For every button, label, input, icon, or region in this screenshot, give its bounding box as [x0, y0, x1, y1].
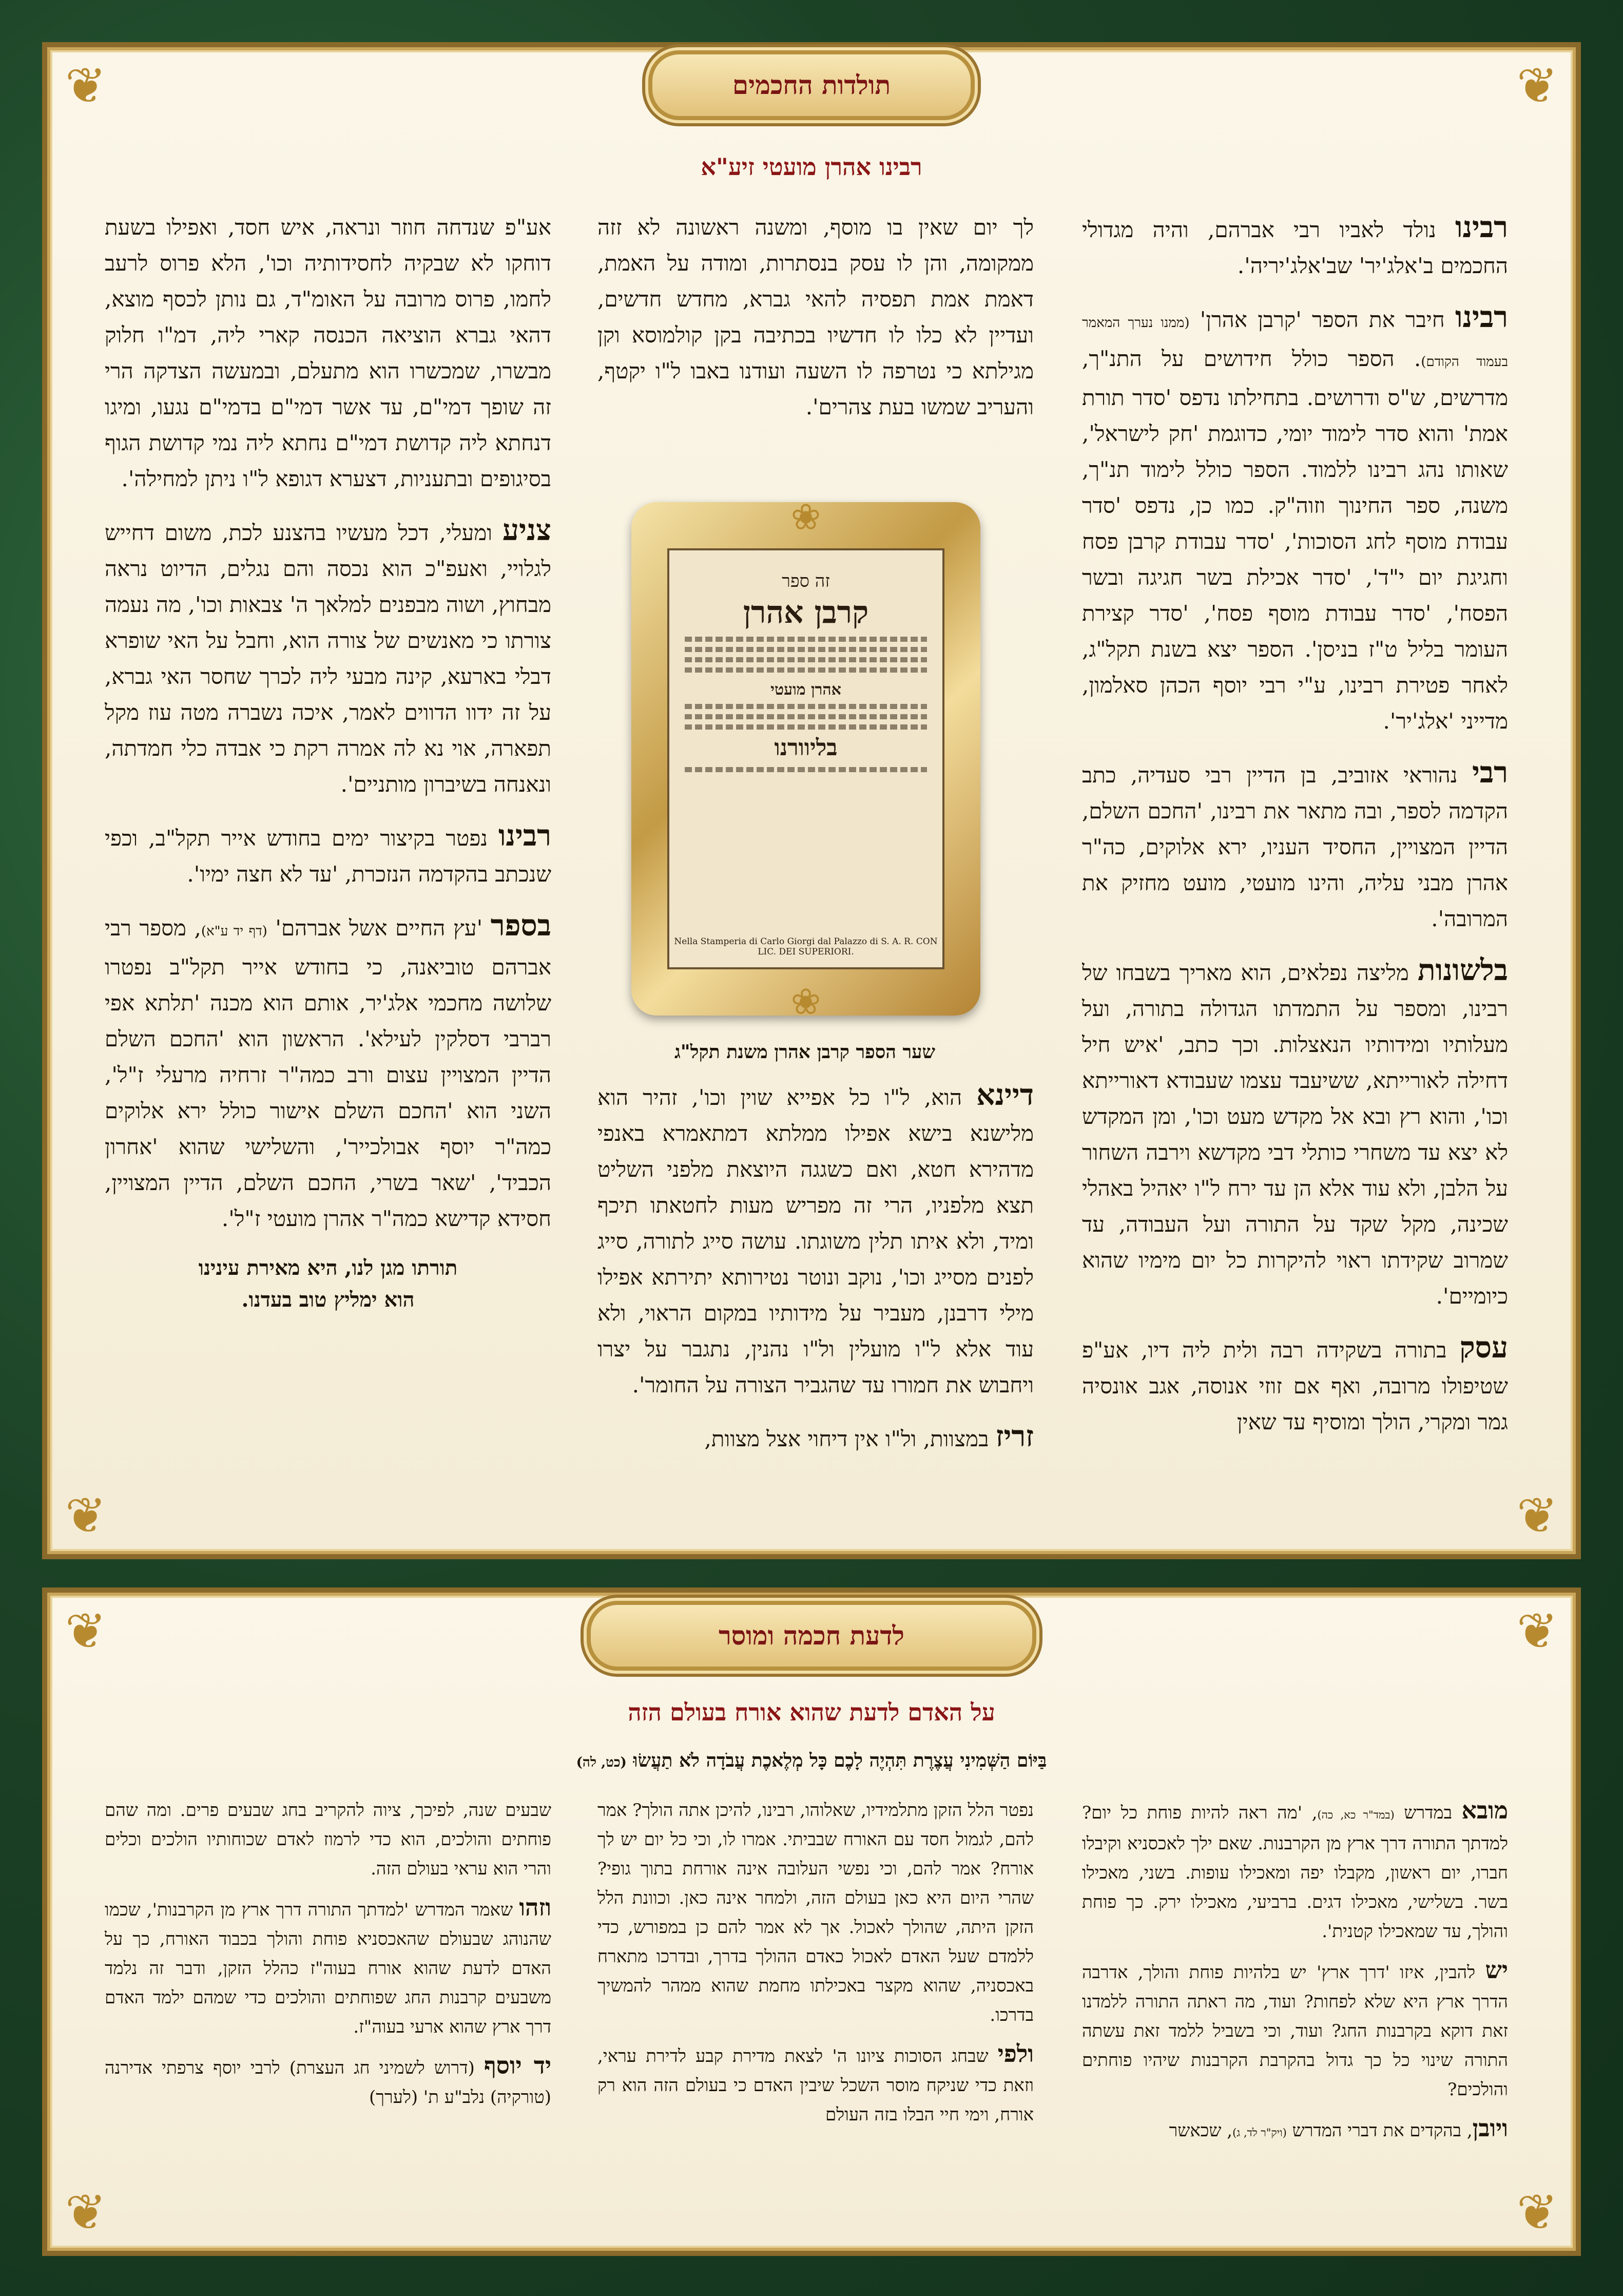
- corner-ornament-icon: ❦: [65, 1487, 107, 1544]
- section-banner: תולדות החכמים: [648, 50, 975, 120]
- paragraph-lead-word: יש: [1485, 1956, 1508, 1984]
- paragraph-lead-word: מובא: [1461, 1796, 1508, 1824]
- paragraph: [1082, 1330, 1508, 1440]
- paragraph: [1082, 1796, 1508, 1946]
- book-imprint: Nella Stamperia di Carlo Giorgi dal Palazzo di S. A. R. CON LIC. DEI SUPERIORI.: [674, 936, 938, 957]
- corner-ornament-icon: ❦: [65, 1602, 107, 1660]
- paragraph-text: להבין, איזו 'דרך ארץ' יש בלהיות פוחת והולך, אדרבה הדרך ארץ היא שלא לפחות? ועוד, מה ראתה התורה ללמדנו זאת דוקא בקרבנות החג? ועוד, וכי בשביל ללמד זאת עשתה התורה שינוי כל כך גדול בהקרבת הקרבנות שיהיו פוחתים והולכים?: [1082, 1962, 1508, 2100]
- paragraph: [105, 1893, 551, 2042]
- paragraph: [1082, 755, 1508, 937]
- paragraph: [1082, 952, 1508, 1314]
- paragraph: [597, 1419, 1034, 1457]
- paragraph: [597, 209, 1034, 425]
- source-reference: (דף יד ע"א): [201, 924, 267, 939]
- image-caption: שער הספר קרבן אהרן משנת תקל"ג: [674, 1041, 935, 1063]
- paragraph-text: שבעים שנה, לפיכך, ציוה להקריב בחג שבעים פרים. ומה שהם פוחתים והולכים, הוא כדי לרמוז לאדם שכוחותיו הולכים וכלים והרי הוא עראי בעולם הזה.: [105, 1800, 551, 1879]
- verse-line: בַּיּוֹם הַשְּׁמִינִי עֲצֶרֶת תִּהְיֶה לָכֶם כָּל מְלֶאכֶת עֲבֹדָה לֹא תַעֲשׂוּ (כט, לה): [576, 1750, 1047, 1771]
- paragraph-text: , שכאשר: [1169, 2120, 1233, 2141]
- paragraph-text: נפטר בקיצור ימים בחודש אייר תקל"ב, וכפי שנכתב בהקדמה הנזכרת, 'עד לא חצה ימיו'.: [105, 826, 551, 887]
- paragraph-text: , 'מה ראה להיות פוחת כל יום? למדתך התורה דרך ארץ מן הקרבנות. שאם ילך לאכסניא וקיבלו חברו, יום ראשון, מקבלו יפה ומאכילו עופות. בשני, מאכילו בשר. בשלישי, מאכילו דגים. ברביעי, מאכילו ירק. כך פוחת והולך, עד שמאכילו קטנית'.: [1082, 1803, 1508, 1942]
- book-author-line: אהרן מועטי: [770, 681, 841, 699]
- corner-ornament-icon: ❦: [1516, 1487, 1558, 1544]
- paragraph-text: במצוות, ול"ו אין דיחוי אצל מצוות,: [704, 1426, 996, 1451]
- paragraph: [105, 818, 551, 892]
- section-subtitle: על האדם לדעת שהוא אורח בעולם הזה: [628, 1698, 995, 1726]
- wisdom-column-right: [1082, 1796, 1508, 2237]
- paragraph-text: נהוראי אזוביב, בן הדיין רבי סעדיה, כתב הקדמה לספר, ובה מתאר את רבינו, 'החכם השלם, הדיין המצויין, החסיד העניו, ירא אלוקים, כה"ר אהרן מבני עליה, והינו מועטי, מועט מחזיק את המרובה'.: [1082, 762, 1508, 931]
- corner-ornament-icon: ❦: [65, 2184, 107, 2241]
- wisdom-column-left: [105, 1796, 551, 2237]
- closing-blessing: תורתו מגן לנו, היא מאירת עינינו הוא ימליץ טוב בעדנו.: [198, 1256, 458, 1312]
- source-reference: (ויק"ר לד, ג): [1232, 2126, 1287, 2139]
- paragraph-lead-word: דיינא: [976, 1078, 1034, 1112]
- paragraph-text: בתורה בשקידה רבה ולית ליה דיו, אע"פ שטיפולו מרובה, ואף אם זוזי אנוסה, אגב אונסיה גמר ומקרי, הולך ומוסיף עד שאין: [1082, 1337, 1508, 1434]
- corner-ornament-icon: ❦: [1516, 57, 1558, 114]
- paragraph: [105, 1796, 551, 1884]
- paragraph-text: חיבר את הספר 'קרבן אהרן': [1189, 307, 1456, 332]
- paragraph-lead-word: רבינו: [1455, 211, 1508, 244]
- paragraph: [597, 1077, 1034, 1403]
- book-title-page: [667, 548, 944, 969]
- corner-ornament-icon: ❦: [1516, 2184, 1558, 2241]
- paragraph-text: , מספר רבי אברהם טוביאנה, כי בחודש אייר תקל"ב נפטרו שלושה מחכמי אלג'יר, אותם הוא מכנה 'תלתא אפי רברבי דסלקין לעילא'. הראשון הוא 'החכם השלם הדיין המצויין עצום ורב כמה"ר זרחיה מרעלי ז"ל', השני הוא 'החכם השלם אישור כולל ירא אלוקים כמה"ר יוסף אבולכייר', והשלישי שהוא 'אחרון הכביד', 'שאר בשרי, החכם השלם, הדיין המצויין, חסידא קדישא כמה"ר אהרן מועטי ז"ל'.: [105, 915, 551, 1231]
- wisdom-column-middle: [597, 1796, 1034, 2237]
- paragraph-text: במדרש: [1394, 1803, 1462, 1823]
- paragraph-lead-word: וזהו: [519, 1893, 551, 1921]
- paragraph-lead-word: צניע: [502, 513, 551, 547]
- corner-ornament-icon: ❦: [1516, 1602, 1558, 1660]
- article-column-right: [1082, 209, 1508, 1524]
- paragraph-lead-word: יד יוסף: [484, 2052, 551, 2079]
- paragraph-lead-word: ויובן: [1472, 2114, 1508, 2142]
- source-reference: (ממנו נערך המאמר בעמוד הקודם): [1082, 315, 1508, 370]
- paragraph-text: ומעלי, דכל מעשיו בהצנע לכת, משום דחייש לגלויי, ואעפ"כ הוא נכסה והם נגלים, הדיוט נראה מבחוץ, ושוה מבפנים למלאך ה' צבאות וכו', מה נעמה צורתו כי מאנשים של צורה הוא, וחבל על האי שופרא דבלי בארעא, קינה מבעי ליה לכרך שחסר האי גברא, על זה ידוו הדווים לאמר, איכה נשברה מטה עוז מקל תפארה, אוי נא לה אמרה רקת כי אבדה כלי חמדתה, ונאנחה בשיברון מותניים'.: [105, 520, 551, 797]
- paragraph-lead-word: רבינו: [498, 819, 551, 853]
- paragraph-text: נולד לאביו רבי אברהם, והיה מגדולי החכמים ב'אלג'יר' שב'אלג'יריה'.: [1082, 217, 1508, 278]
- section-subtitle: רבינו אהרן מועטי זיע"א: [701, 153, 922, 181]
- paragraph: [105, 512, 551, 802]
- paragraph-text: לך יום שאין בו מוסף, ומשנה ראשונה לא זזה ממקומה, והן לו עסק בנסתרות, ומודה על האמת, דאמת אמת תפסיה להאי גברא, מחדש חדשים, ועדיין לא כלו לו חדשיו בכתיבה בקן קולמוסא וקן מגילתא כי נטרפה לו השעה ועודנו באבו ל"ו יקטף, והעריב שמשו בעת צהרים'.: [597, 215, 1034, 419]
- paragraph-text: 'עץ החיים אשל אברהם': [267, 915, 491, 941]
- book-title-main: קרבן אהרן: [743, 595, 869, 630]
- paragraph-lead-word: ולפי: [997, 2040, 1034, 2068]
- book-place: בליוורנו: [774, 735, 838, 761]
- paragraph-lead-word: בלשונות: [1418, 953, 1508, 987]
- article-column-left: [105, 209, 551, 1544]
- paragraph-text: , בהקדים את דברי המדרש: [1286, 2120, 1473, 2141]
- history-panel: [47, 47, 1576, 1554]
- paragraph-text: נפטר הלל הזקן מתלמידיו, שאלוהו, רבינו, להיכן אתה הולך? אמר להם, לגמול חסד עם האורח שבביתי. אמרו לו, וכי כל יום יש לך אורח? אמר להם, וכי נפשי העלובה אינה אורחת בתוך גופי? שהרי היום היא כאן בעולם הזה, ולמחר אינה כאן. וכוונת הלל הזקן היתה, שהולך לאכול. אך לא אמר להם כן במפורש, כדי ללמדם שעל האדם לאכול כאדם ההולך בדרך, ובדרכו מתארח באכסניה, שהוא מקצר באכילתו מחמת שהוא ממהר להמשיך בדרכו.: [597, 1800, 1034, 2025]
- frame-ornament-icon: ❀: [790, 981, 821, 1023]
- article-column-middle-bottom: [597, 1077, 1034, 1539]
- paragraph-lead-word: זריז: [995, 1420, 1034, 1453]
- paragraph: [105, 908, 551, 1237]
- paragraph-lead-word: עסק: [1459, 1331, 1508, 1365]
- paragraph-text: מליצה נפלאים, הוא מאריך בשבחו של רבינו, ומספר על התמדתו הגדולה בתורה, ועל מעלותיו ומידותיו הנאצלות. וכך כתב, 'איש חיל דחילה לאורייתא, ששיעבד עצמו שעבודא דאורייתא וכו', והוא רץ ובא אל מקדש מעט וכו', ומן המקדש לא יצא עד משחרי כותלי דבי מקדשא וירבה השחור על הלבן, ולא עוד אלא הן עד ירח ל"ו יאהיל באהלי שכינה, מקל שקד על התורה ועל העבודה, עד שמרוב שקידתו ראוי להיקרות כל יום מימיו שהוא כיומיים'.: [1082, 960, 1508, 1309]
- section-banner: לדעת חכמה ומוסר: [587, 1601, 1036, 1671]
- frame-ornament-icon: ❀: [790, 496, 821, 538]
- paragraph: [597, 1796, 1034, 2030]
- paragraph: [1082, 1956, 1508, 2104]
- paragraph-text: שבחג הסוכות ציונו ה' לצאת מדירת קבע לדירת עראי, וזאת כדי שניקח מוסר השכל שיבין האדם כי בעולם הזה הוא רק אורח, וימי חיי הבלו בזה העולם: [597, 2046, 1034, 2125]
- paragraph-lead-word: רבינו: [1455, 300, 1508, 334]
- paragraph: [105, 209, 551, 497]
- corner-ornament-icon: ❦: [65, 57, 107, 114]
- book-title-page-image: [631, 496, 980, 1023]
- paragraph: [1082, 2114, 1508, 2147]
- paragraph: [1082, 299, 1508, 739]
- paragraph: [1082, 209, 1508, 284]
- paragraph-text: (דרוש לשמיני חג העצרת): [280, 2058, 484, 2078]
- source-reference: (במד"ר כא, כה): [1317, 1808, 1395, 1821]
- book-title-small: זה ספר: [782, 571, 830, 591]
- paragraph-text: הוא, ל"ו כל אפייא שוין וכו', זהיר הוא מלישנא בישא אפילו ממלתא דמתאמרא באנפי מדהירא חטא, ואם כשגגה היוצאת מלפני השליט תצא מלפניו, הרי זה מפריש מעות לחטאתו תיכף ומיד, ולא איתו תלין משוגתו. עושה סייג לתורה, סייג לפנים מסייג וכו', נוקב ונוטר נטירותא יתירתא אפילו מילי דרבנן, מעביר על מידותיו במקום הראוי, ולא עוד אלא ל"ו מועלין ול"ו נהנין, נתגבר על יצרו ויחבוש את חמורו עד שהגביר הצורה על החומר'.: [597, 1085, 1034, 1398]
- paragraph-text: אע"פ שנדחה חוזר ונראה, איש חסד, ואפילו בשעת דוחקו לא שבקיה לחסידותיה וכו', הלא פרוס לרעב לחמו, פרוס מרובה על האומ"ד, גם נותן לכסף מוצא, דהאי גברא הוציאה הכנסה קארי ליה, דמ"ו חלוק מבשרו, שמכשרו הוא מתעלם, ובמעשה הצדקה הרי זה שופך דמי"ם, עד אשר דמי"ם בדמי"ם נגעו, ומיגו דנחתא ליה קדושת דמי"ם נחתא ליה נמי קדושת הגוף בסיגופים ובתעניות, דצערא דגופא ל"ו ניתן למחילה'.: [105, 215, 551, 491]
- paragraph: [105, 2051, 551, 2112]
- paragraph-text: . הספר כולל חידושים על התנ"ך, מדרשים, ש"ס ודרושים. בתחילתו נדפס 'סדר תורת אמת' והוא סדר לימוד יומי, כדוגמת 'חק לישראל', שאותו נהג רבינו ללמוד. הספר כולל לימוד תנ"ך, משנה, ספר החינוך וזוה"ק. כמו כן, נדפס 'סדר עבודת מוסף לחג הסוכות', 'סדר עבודת קרבן פסח וחגיגת יום י"ד', 'סדר אכילת בשר חגיגה ובשר הפסח', 'סדר עבודת מוסף פסח', 'סדר קצירת העומר בליל ט"ז בניסן'. הספר יצא בשנת תקל"ג, לאחר פטירת רבינו, ע"י רבי יוסף הכהן סאלמון, מדייני 'אלג'יר'.: [1082, 346, 1508, 734]
- paragraph: [597, 2039, 1034, 2130]
- wisdom-panel: [47, 1593, 1576, 2251]
- paragraph-text: לרבי יוסף צרפתי אדירנה (טורקיה) נלב"ע ת' (לערך): [105, 2058, 551, 2108]
- paragraph-lead-word: רבי: [1472, 756, 1508, 790]
- paragraph-lead-word: בספר: [490, 909, 551, 943]
- paragraph-text: שאמר המדרש 'למדתך התורה דרך ארץ מן הקרבנות', שכמו שהנוהג שבעולם שהאכסניא פוחת והולך בכבוד האורח, כך על האדם לדעת שהוא אורח בעוה"ז כהלל הזקן, ודבר זה נלמד משבעים קרבנות החג שפוחתים והולכים כדי שמהם ילמד האדם דרך ארץ שהוא ארעי בעוה"ז.: [105, 1900, 551, 2037]
- article-column-middle-top: [597, 209, 1034, 476]
